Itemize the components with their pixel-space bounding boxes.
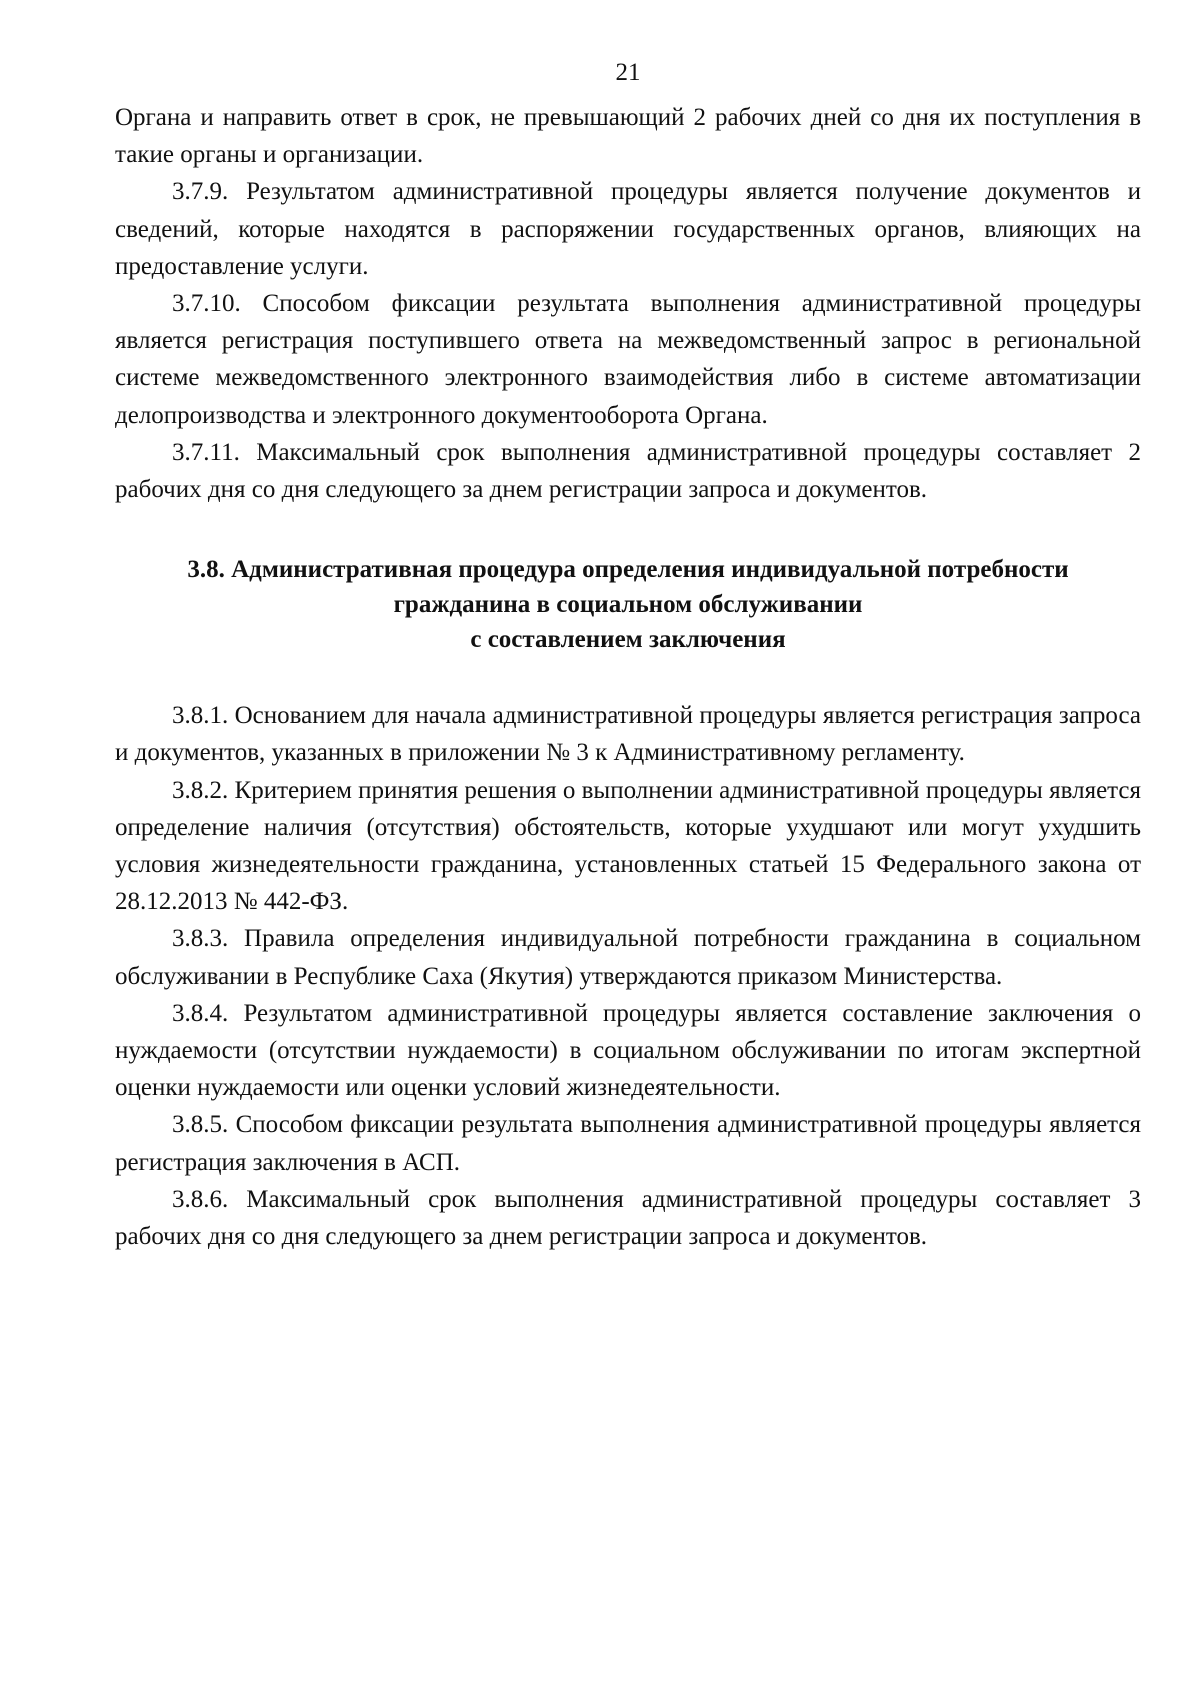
- section-heading-line-1: 3.8. Административная процедура определения индивидуальной потребности: [187, 556, 1069, 584]
- paragraph-3-8-2: 3.8.2. Критерием принятия решения о выполнении административной процедуры является определение наличия (отсутствия) обстоятельств, которые ухудшают или могут ухудшить условия жизнедеятельности гражданина, установленных статьей 15 Федерального закона от 28.12.2013 № 442-ФЗ.: [115, 776, 1141, 916]
- paragraph-3-8-4: 3.8.4. Результатом административной процедуры является составление заключения о нуждаемости (отсутствии нуждаемости) в социальном обслуживании по итогам экспертной оценки нуждаемости или оценки условий жизнедеятельности.: [115, 999, 1141, 1102]
- paragraph-3-7-9: 3.7.9. Результатом административной процедуры является получение документов и сведений, которые находятся в распоряжении государственных органов, влияющих на предоставление услуги.: [115, 178, 1141, 280]
- section-heading-3-8: [115, 552, 1141, 657]
- paragraph-3-8-3: 3.8.3. Правила определения индивидуальной потребности гражданина в социальном обслуживании в Республике Саха (Якутия) утверждаются приказом Министерства.: [115, 925, 1141, 990]
- paragraph-3-7-11: 3.7.11. Максимальный срок выполнения административной процедуры составляет 2 рабочих дня со дня следующего за днем регистрации запроса и документов.: [115, 438, 1141, 504]
- paragraph-3-8-5: 3.8.5. Способом фиксации результата выполнения административной процедуры является регистрация заключения в АСП.: [115, 1111, 1141, 1176]
- paragraph-3-8-1: 3.8.1. Основанием для начала административной процедуры является регистрация запроса и документов, указанных в приложении № 3 к Административному регламенту.: [115, 702, 1141, 767]
- page-number: 21: [615, 59, 641, 86]
- section-heading-line-3: с составлением заключения: [470, 626, 786, 654]
- paragraph-3-8-6: 3.8.6. Максимальный срок выполнения административной процедуры составляет 3 рабочих дня со дня следующего за днем регистрации запроса и документов.: [115, 1185, 1141, 1251]
- paragraph-continuation: Органа и направить ответ в срок, не превышающий 2 рабочих дней со дня их поступления в такие органы и организации.: [115, 104, 1141, 169]
- section-heading-line-2: гражданина в социальном обслуживании: [393, 591, 863, 619]
- paragraph-3-7-10: 3.7.10. Способом фиксации результата выполнения административной процедуры является регистрация поступившего ответа на межведомственный запрос в региональной системе межведомственного электронного взаимодействия либо в системе автоматизации делопроизводства и электронного документооборота Органа.: [115, 290, 1141, 429]
